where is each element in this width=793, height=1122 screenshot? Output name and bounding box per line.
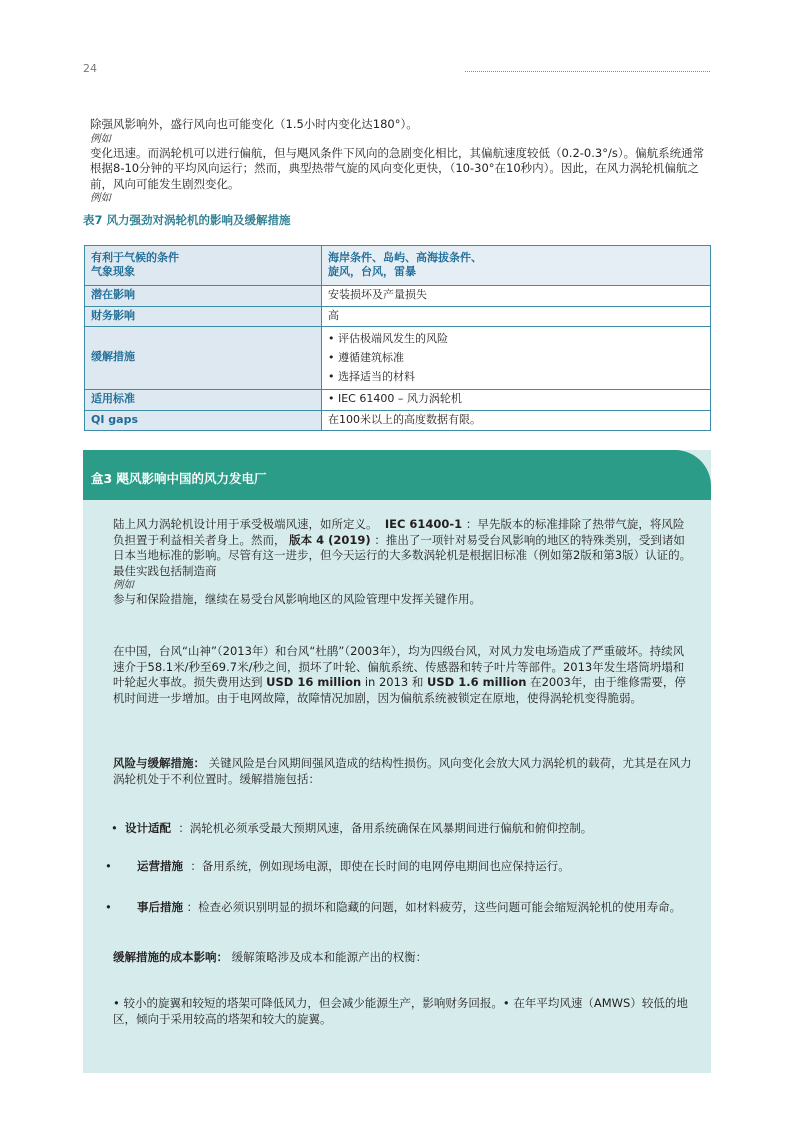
intro-example-marker-1: 例如: [90, 132, 111, 145]
row-label-mitigation: 缓解措施: [85, 327, 322, 390]
bullet-post-event-text: [137, 900, 693, 916]
intro-paragraph-1: 除强风影响外，盛行风向也可能变化（1.5小时内变化达180°）。: [90, 117, 418, 131]
row-value-impact: 安装损坏及产量损失: [322, 286, 711, 307]
table-row: [85, 286, 711, 307]
risk-label: 风险与缓解措施：: [113, 756, 205, 770]
bullet-design-text: [125, 821, 695, 837]
text-run: ：早先版本的标准排除了热带气旋，将风险负担置于利益相关者身上。然而，: [113, 517, 685, 547]
text-run: 关键风险是台风期间强风造成的结构性损伤。风向变化会放大风力涡轮机的载荷，尤其是在风力涡轮机处于不利位置时。缓解措施包括：: [113, 756, 692, 786]
loss-2003: USD 1.6 million: [427, 675, 527, 689]
text-run: in 2013 和: [364, 675, 424, 689]
typhoon-text: [113, 644, 693, 706]
text-run: ：推出了一项针对易受台风影响的地区的特殊类别，受到诸如日本当地标准的影响。尽管有这一进步，但今天运行的大多数涡轮机是根据旧标准（例如第2版和第3版）认证的。最佳实践包括制造商: [113, 532, 692, 578]
page-number: 24: [83, 62, 97, 75]
bullet-operations-text: [137, 859, 693, 875]
mitigation-item: • 选择适当的材料: [328, 370, 415, 383]
table-title: 表7 风力强劲对涡轮机的影响及缓解措施: [83, 213, 291, 227]
row-label-standards: 适用标准: [85, 390, 322, 411]
row-value-conditions: [322, 246, 711, 286]
row-value-mitigation: [322, 327, 711, 390]
bullet-marker: •: [105, 859, 112, 873]
example-marker: 例如: [113, 579, 134, 591]
cost-text: [113, 950, 693, 966]
bullet-marker: •: [111, 821, 118, 835]
box-paragraph-typhoons: [113, 644, 693, 706]
box-title: 盒3 飓风影响中国的风力发电厂: [91, 471, 267, 486]
risk-table: [84, 245, 711, 431]
row-value-qi-gaps: 在100米以上的高度数据有限。: [322, 410, 711, 431]
text-run: ：检查必须识别明显的损坏和隐藏的问题，如材料疲劳，这些问题可能会缩短涡轮机的使用寿命。: [186, 900, 682, 914]
intro-text: [90, 117, 710, 205]
tradeoffs-text: • 较小的旋翼和较短的塔架可降低风力，但会减少能源生产，影响财务回报。• 在年平均风速（AMWS）较低的地区，倾向于采用较高的塔架和较大的旋翼。: [113, 996, 688, 1026]
row-value-standards: • IEC 61400 – 风力涡轮机: [322, 390, 711, 411]
box-paragraph-standards: [113, 517, 693, 608]
box-header: [83, 450, 711, 500]
row-value-financial: 高: [322, 306, 711, 327]
bullet-post-event: [137, 900, 693, 916]
text-run: 缓解策略涉及成本和能源产出的权衡：: [231, 950, 428, 964]
mitigation-item: • 评估极端风发生的风险: [328, 332, 448, 345]
table-row: [85, 246, 711, 286]
table-row: [85, 306, 711, 327]
conditions-value: 海岸条件、岛屿、高海拔条件、 旋风，台风，雷暴: [328, 250, 482, 278]
intro-paragraph-2: 变化迅速。而涡轮机可以进行偏航，但与飓风条件下风向的急剧变化相比，其偏航速度较低（0.2-0.3°/s）。偏航系统通常根据8-10分钟的平均风向运行；然而，典型热带气旋的风向变化更快，（10-30°在10秒内）。因此，在风力涡轮机偏航之前，风向可能发生剧烈变化。: [90, 145, 705, 191]
standard-reference: IEC 61400-1: [384, 517, 463, 531]
text-run: 陆上风力涡轮机设计用于承受极端风速，如所定义。: [113, 517, 378, 531]
row-label-conditions: [85, 246, 322, 286]
conditions-label: 有利于气候的条件 气象现象: [91, 250, 179, 278]
box-paragraph-risk: [113, 756, 693, 787]
row-label-impact: 潜在影响: [85, 286, 322, 307]
text-run: ：备用系统，例如现场电源，即使在长时间的电网停电期间也应保持运行。: [190, 859, 570, 873]
cost-label: 缓解措施的成本影响：: [113, 950, 228, 964]
bullet-label: 设计适配: [125, 821, 171, 835]
text-run: 在2003年，由于维修需要，停机时间进一步增加。由于电网故障，故障情况加剧，因为偏航系统被锁定在原地，使得涡轮机变得脆弱。: [113, 675, 686, 705]
box-paragraph-tradeoffs: [113, 996, 693, 1027]
table-row: [85, 410, 711, 431]
bullet-marker: •: [105, 900, 112, 914]
standards-text-end: 参与和保险措施，继续在易受台风影响地区的风险管理中发挥关键作用。: [113, 592, 481, 606]
risk-text: [113, 756, 693, 787]
loss-2013: USD 16 million: [266, 675, 362, 689]
bullet-operations: [137, 859, 693, 875]
table-row: [85, 390, 711, 411]
mitigation-item: • 遵循建筑标准: [328, 351, 404, 364]
row-label-financial: 财务影响: [85, 306, 322, 327]
bullet-label: 运营措施: [137, 859, 183, 873]
case-study-box: [83, 450, 711, 1073]
standards-text: [113, 517, 693, 579]
box-paragraph-cost: [113, 950, 693, 966]
row-label-qi-gaps: QI gaps: [85, 410, 322, 431]
bullet-design: [125, 821, 695, 837]
text-run: 在中国，台风“山神”（2013年）和台风“杜鹃”（2003年），均为四级台风，对风力发电场造成了严重破坏。持续风速介于58.1米/秒至69.7米/秒之间，损坏了叶轮、偏航系统、传感器和转子叶片等部件。2013年发生塔筒坍塌和叶轮起火事故。损失费用达到: [113, 644, 685, 689]
standard-version: 版本 4 (2019): [289, 532, 371, 547]
table-row: [85, 327, 711, 390]
bullet-label: 事后措施: [137, 900, 183, 914]
intro-example-marker-2: 例如: [90, 192, 111, 204]
text-run: ：涡轮机必须承受最大预期风速，备用系统确保在风暴期间进行偏航和俯仰控制。: [178, 821, 593, 835]
header-divider: [465, 71, 710, 72]
